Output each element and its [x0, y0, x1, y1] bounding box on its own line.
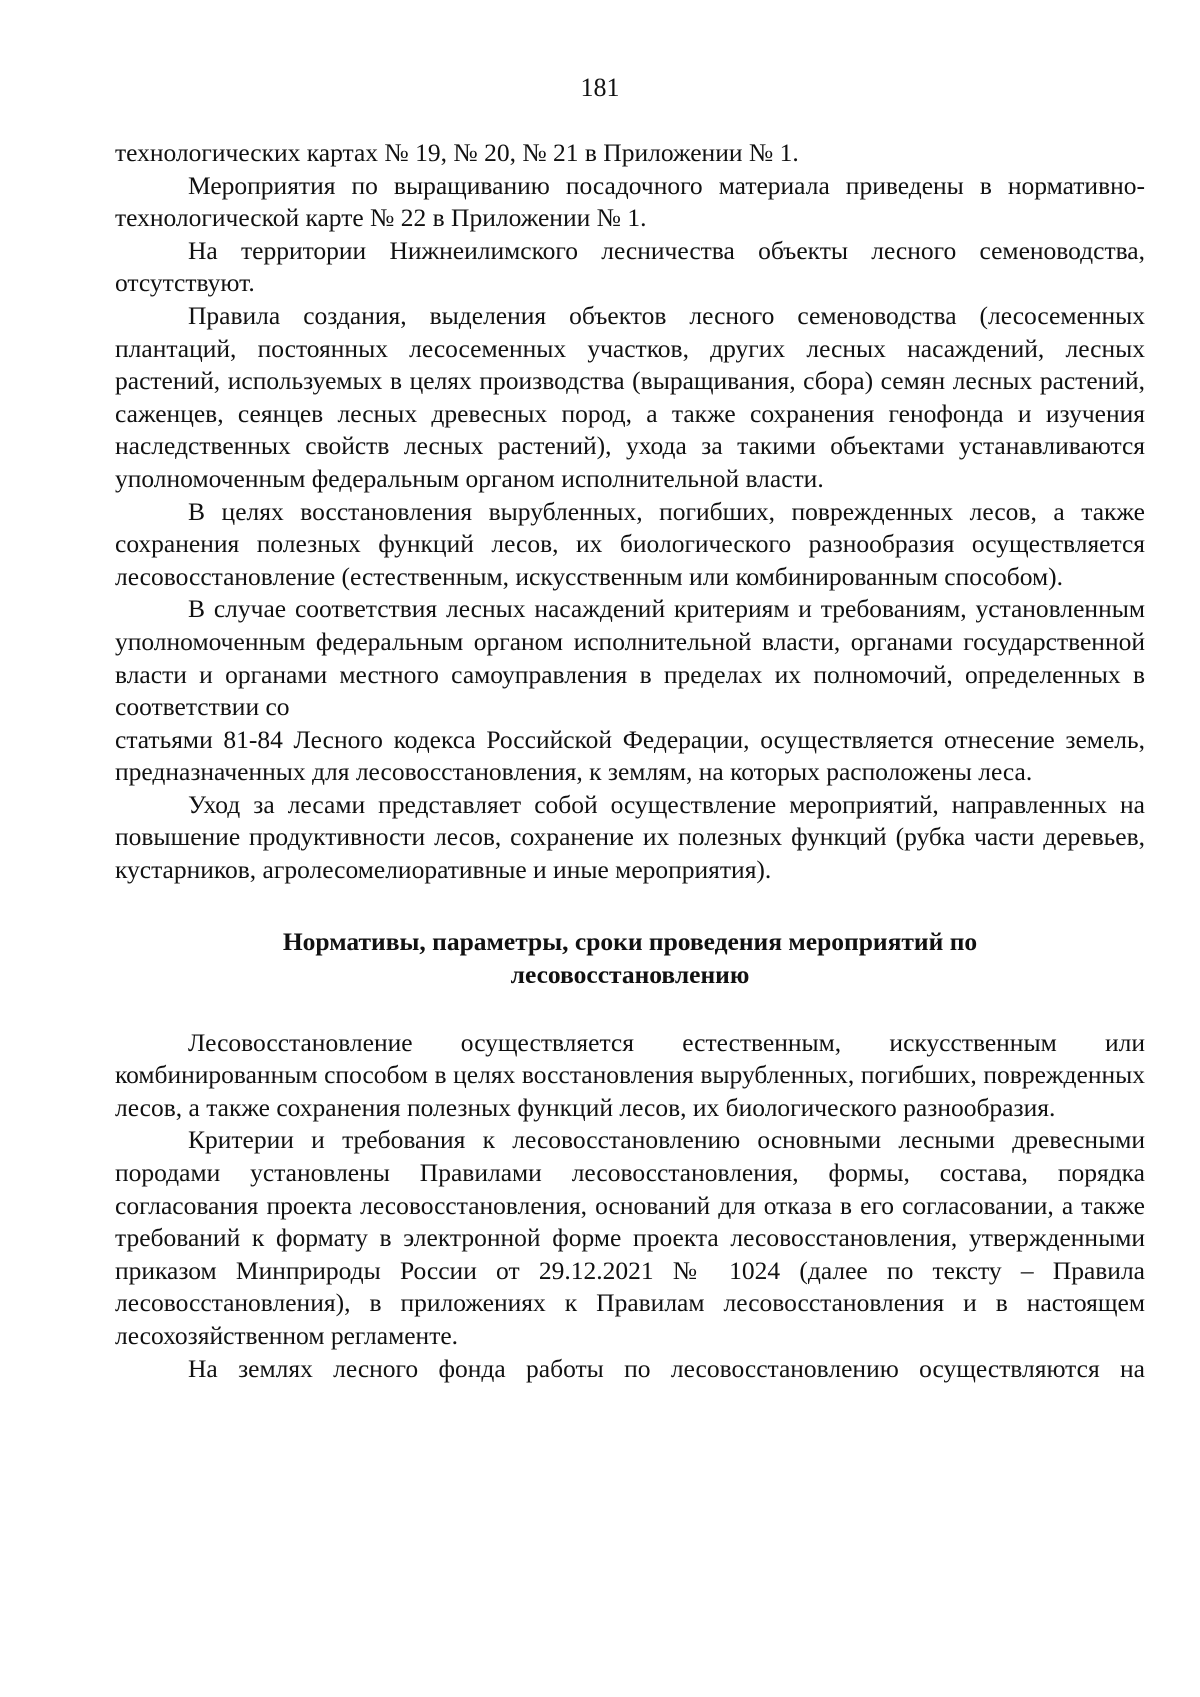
page-number: 181: [580, 73, 620, 102]
paragraph-criteria-compliance: В случае соответствия лесных насаждений критериям и требованиям, установленным уполномоченным федеральным органом исполнительной власти, органами государственной власти и органами местного самоуправления в пределах их полномочий, определенных в соответствии со: [115, 594, 1145, 722]
paragraph-forest-code-articles: статьями 81-84 Лесного кодекса Российской Федерации, осуществляется отнесение земель, предназначенных для лесовосстановления, к землям, на которых расположены леса.: [115, 724, 1145, 787]
paragraph-seed-objects: На территории Нижнеилимского лесничества объекты лесного семеноводства, отсутствуют.: [115, 235, 1145, 298]
section-heading: [115, 925, 1145, 991]
paragraph-reforestation-purpose: В целях восстановления вырубленных, погибших, поврежденных лесов, а также сохранения полезных функций лесов, их биологического разнообразия осуществляется лесовосстановление (естественным, искусственным или комбинированным способом).: [115, 496, 1145, 591]
section-heading-line-1: Нормативы, параметры, сроки проведения мероприятий по: [282, 926, 978, 956]
paragraph-reforestation-methods: Лесовосстановление осуществляется естественным, искусственным или комбинированным способом в целях восстановления вырубленных, погибших, поврежденных лесов, а также сохранения полезных функций лесов, их биологического разнообразия.: [115, 1027, 1145, 1122]
paragraph-reforestation-rules: Критерии и требования к лесовосстановлению основными лесными древесными породами установлены Правилами лесовосстановления, формы, состава, порядка согласования проекта лесовосстановления, оснований для отказа в его согласовании, а также требований к формату в электронной форме проекта лесовосстановления, утвержденными приказом Минприроды России от 29.12.2021 № 1024 (далее по тексту – Правила лесовосстановления), в приложениях к Правилам лесовосстановления и в настоящем лесохозяйственном регламенте.: [115, 1125, 1145, 1350]
paragraph-seed-rules: Правила создания, выделения объектов лесного семеноводства (лесосеменных плантаций, постоянных лесосеменных участков, других лесных насаждений, лесных растений, используемых в целях производства (выращивания, сбора) семян лесных растений, саженцев, сеянцев лесных древесных пород, а также сохранения генофонда и изучения наследственных свойств лесных растений), ухода за такими объектами устанавливаются уполномоченным федеральным органом исполнительной власти.: [115, 300, 1145, 493]
paragraph-planting-material: Мероприятия по выращиванию посадочного материала приведены в нормативно-технологической карте № 22 в Приложении № 1.: [115, 170, 1145, 233]
paragraph-continuation: технологических картах № 19, № 20, № 21 в Приложении № 1.: [115, 138, 799, 167]
document-body: [115, 137, 1145, 1385]
paragraph-forest-care: Уход за лесами представляет собой осуществление мероприятий, направленных на повышение продуктивности лесов, сохранение их полезных функций (рубка части деревьев, кустарников, агролесомелиоративные и иные мероприятия).: [115, 789, 1145, 885]
paragraph-forest-fund-lands: На землях лесного фонда работы по лесовосстановлению осуществляются на: [188, 1353, 1145, 1383]
section-heading-line-2: лесовосстановлению: [510, 959, 750, 989]
